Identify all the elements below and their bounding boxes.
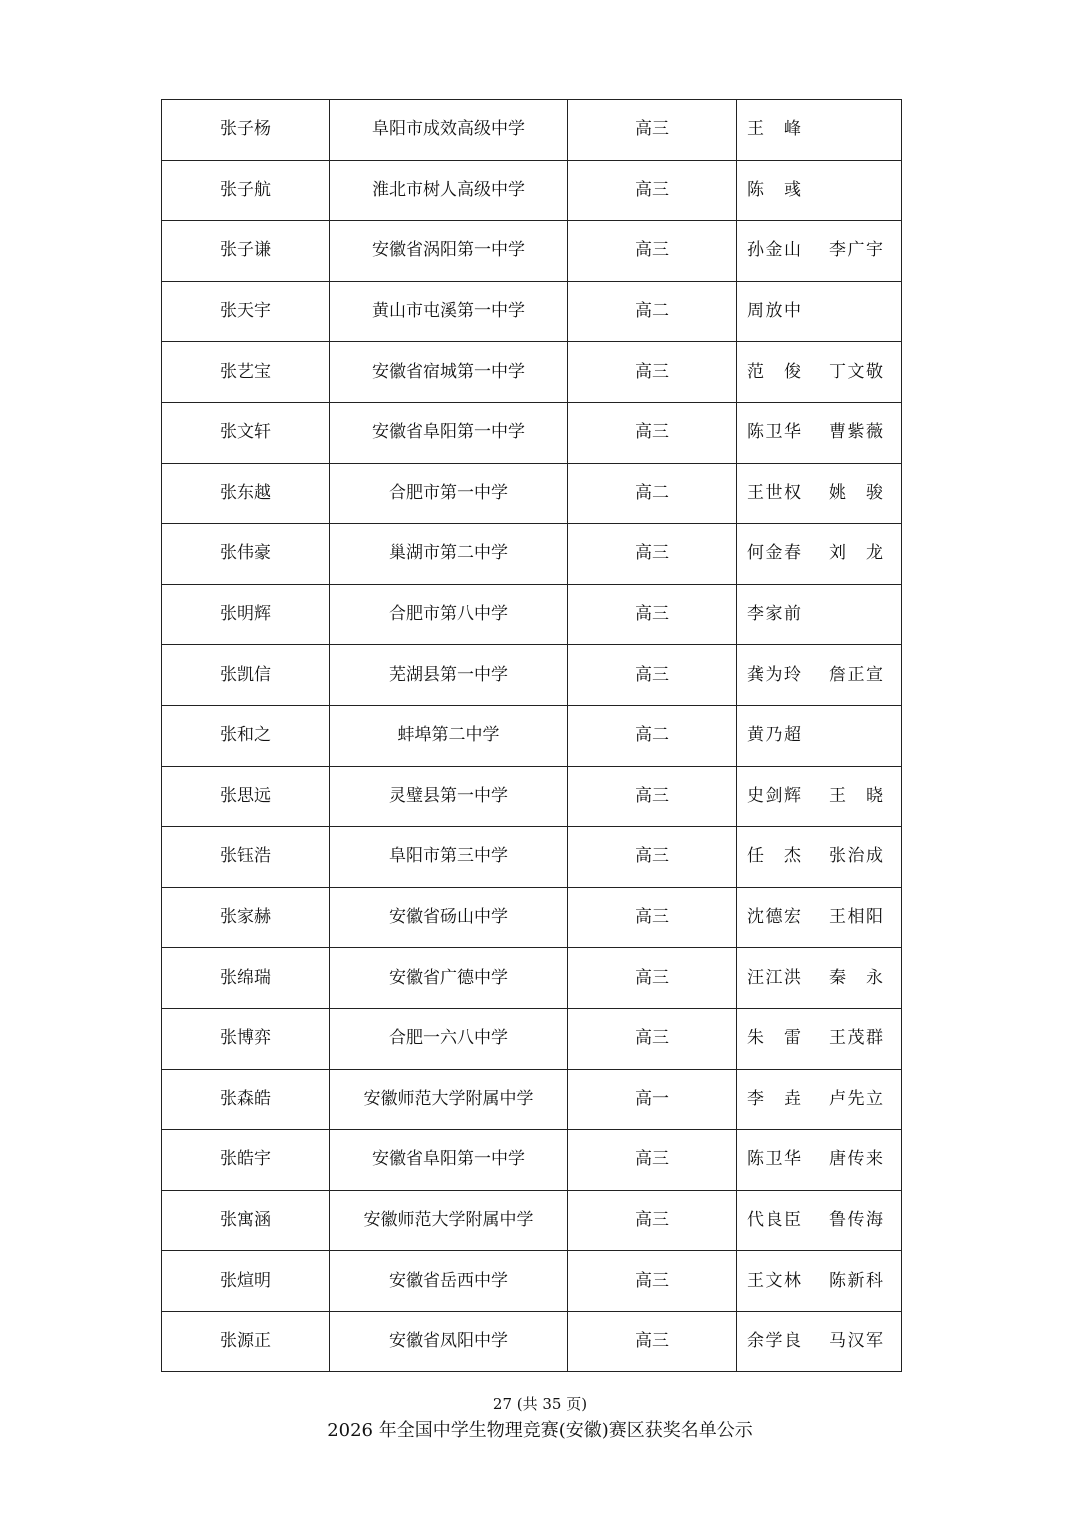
table-row [162, 402, 902, 463]
coach-1: 何金春 [747, 543, 801, 564]
coach-1: 龚为玲 [747, 664, 801, 685]
table-row [162, 1069, 902, 1130]
coach-cell [737, 1069, 902, 1130]
coach-1: 汪江洪 [747, 967, 801, 988]
school-name: 黄山市屯溪第一中学 [330, 281, 568, 342]
coach-1: 王文林 [747, 1270, 801, 1291]
table-row [162, 1251, 902, 1312]
coach-1: 代良臣 [747, 1209, 801, 1230]
student-name: 张家赫 [162, 887, 330, 948]
coach-1: 史剑辉 [747, 785, 801, 806]
student-name: 张思远 [162, 766, 330, 827]
coach-2 [829, 727, 883, 744]
coach-cell [737, 463, 902, 524]
coach-1: 黄乃超 [747, 725, 801, 746]
table-row [162, 887, 902, 948]
coach-2: 秦 永 [829, 967, 883, 988]
coach-2: 李广宇 [829, 240, 883, 261]
table-row [162, 766, 902, 827]
school-name: 安徽师范大学附属中学 [330, 1190, 568, 1251]
table-row [162, 281, 902, 342]
coach-2 [829, 182, 883, 199]
school-name: 合肥市第八中学 [330, 584, 568, 645]
school-name: 蚌埠第二中学 [330, 705, 568, 766]
coach-2 [829, 121, 883, 138]
coach-1: 任 杰 [747, 846, 801, 867]
grade: 高三 [568, 766, 737, 827]
coach-cell [737, 1130, 902, 1191]
coach-2: 曹紫薇 [829, 422, 883, 443]
coach-1: 沈德宏 [747, 907, 801, 928]
grade: 高二 [568, 705, 737, 766]
student-name: 张子谦 [162, 221, 330, 282]
coach-cell [737, 342, 902, 403]
student-name: 张明辉 [162, 584, 330, 645]
table-row [162, 827, 902, 888]
coach-cell [737, 887, 902, 948]
table-row [162, 705, 902, 766]
student-name: 张伟豪 [162, 524, 330, 585]
table-row [162, 1311, 902, 1372]
coach-2: 王茂群 [829, 1028, 883, 1049]
student-name: 张森皓 [162, 1069, 330, 1130]
table-row [162, 463, 902, 524]
grade: 高三 [568, 221, 737, 282]
table-row [162, 1130, 902, 1191]
coach-cell [737, 1008, 902, 1069]
school-name: 安徽省阜阳第一中学 [330, 402, 568, 463]
table-row [162, 645, 902, 706]
school-name: 安徽省砀山中学 [330, 887, 568, 948]
table-row [162, 948, 902, 1009]
table-row [162, 584, 902, 645]
grade: 高二 [568, 281, 737, 342]
student-name: 张绵瑞 [162, 948, 330, 1009]
school-name: 安徽省阜阳第一中学 [330, 1130, 568, 1191]
grade: 高三 [568, 1008, 737, 1069]
student-name: 张和之 [162, 705, 330, 766]
school-name: 阜阳市第三中学 [330, 827, 568, 888]
grade: 高三 [568, 887, 737, 948]
student-name: 张东越 [162, 463, 330, 524]
coach-1: 周放中 [747, 301, 801, 322]
coach-cell [737, 1190, 902, 1251]
coach-2: 丁文敬 [829, 361, 883, 382]
student-name: 张文轩 [162, 402, 330, 463]
school-name: 阜阳市成效高级中学 [330, 100, 568, 161]
school-name: 芜湖县第一中学 [330, 645, 568, 706]
grade: 高三 [568, 1130, 737, 1191]
table-row [162, 100, 902, 161]
coach-2: 马汉军 [829, 1331, 883, 1352]
coach-2 [829, 606, 883, 623]
coach-2: 张治成 [829, 846, 883, 867]
school-name: 安徽师范大学附属中学 [330, 1069, 568, 1130]
coach-cell [737, 645, 902, 706]
coach-cell [737, 100, 902, 161]
coach-2: 王 晓 [829, 785, 883, 806]
table-row [162, 524, 902, 585]
grade: 高三 [568, 645, 737, 706]
grade: 高三 [568, 948, 737, 1009]
coach-1: 李 垚 [747, 1088, 801, 1109]
coach-1: 朱 雷 [747, 1028, 801, 1049]
school-name: 巢湖市第二中学 [330, 524, 568, 585]
coach-2: 刘 龙 [829, 543, 883, 564]
coach-2: 陈新科 [829, 1270, 883, 1291]
student-name: 张寓涵 [162, 1190, 330, 1251]
school-name: 安徽省岳西中学 [330, 1251, 568, 1312]
table-row [162, 342, 902, 403]
grade: 高三 [568, 1311, 737, 1372]
grade: 高二 [568, 463, 737, 524]
student-name: 张子航 [162, 160, 330, 221]
grade: 高三 [568, 402, 737, 463]
student-name: 张钰浩 [162, 827, 330, 888]
coach-2: 詹正宣 [829, 664, 883, 685]
grade: 高三 [568, 342, 737, 403]
school-name: 安徽省宿城第一中学 [330, 342, 568, 403]
grade: 高三 [568, 827, 737, 888]
coach-cell [737, 1251, 902, 1312]
coach-cell [737, 281, 902, 342]
student-name: 张天宇 [162, 281, 330, 342]
coach-2: 王相阳 [829, 907, 883, 928]
student-name: 张凯信 [162, 645, 330, 706]
coach-1: 陈 彧 [747, 179, 801, 200]
student-name: 张源正 [162, 1311, 330, 1372]
award-list-body [162, 100, 902, 1372]
grade: 高三 [568, 1190, 737, 1251]
coach-2: 卢先立 [829, 1088, 883, 1109]
coach-1: 陈卫华 [747, 1149, 801, 1170]
coach-1: 余学良 [747, 1331, 801, 1352]
coach-cell [737, 705, 902, 766]
coach-1: 孙金山 [747, 240, 801, 261]
coach-2: 姚 骏 [829, 482, 883, 503]
coach-cell [737, 160, 902, 221]
student-name: 张博弈 [162, 1008, 330, 1069]
coach-1: 李家前 [747, 604, 801, 625]
grade: 高三 [568, 100, 737, 161]
grade: 高三 [568, 524, 737, 585]
coach-cell [737, 524, 902, 585]
school-name: 灵璧县第一中学 [330, 766, 568, 827]
table-row [162, 1008, 902, 1069]
school-name: 安徽省广德中学 [330, 948, 568, 1009]
coach-cell [737, 948, 902, 1009]
student-name: 张艺宝 [162, 342, 330, 403]
table-row [162, 221, 902, 282]
coach-cell [737, 221, 902, 282]
table-row [162, 160, 902, 221]
document-title: 2026 年全国中学生物理竞赛(安徽)赛区获奖名单公示 [327, 1420, 753, 1441]
grade: 高三 [568, 584, 737, 645]
coach-cell [737, 584, 902, 645]
coach-1: 陈卫华 [747, 422, 801, 443]
coach-2: 鲁传海 [829, 1209, 883, 1230]
coach-1: 王世权 [747, 482, 801, 503]
grade: 高一 [568, 1069, 737, 1130]
school-name: 淮北市树人高级中学 [330, 160, 568, 221]
page-number: 27 (共 35 页) [492, 1395, 588, 1413]
table-row [162, 1190, 902, 1251]
student-name: 张皓宇 [162, 1130, 330, 1191]
grade: 高三 [568, 1251, 737, 1312]
coach-1: 范 俊 [747, 361, 801, 382]
coach-cell [737, 827, 902, 888]
coach-2: 唐传来 [829, 1149, 883, 1170]
coach-1: 王 峰 [747, 119, 801, 140]
school-name: 安徽省涡阳第一中学 [330, 221, 568, 282]
grade: 高三 [568, 160, 737, 221]
coach-cell [737, 766, 902, 827]
school-name: 合肥市第一中学 [330, 463, 568, 524]
coach-cell [737, 402, 902, 463]
school-name: 安徽省凤阳中学 [330, 1311, 568, 1372]
student-name: 张煊明 [162, 1251, 330, 1312]
award-list-table [161, 99, 902, 1372]
coach-2 [829, 303, 883, 320]
school-name: 合肥一六八中学 [330, 1008, 568, 1069]
student-name: 张子杨 [162, 100, 330, 161]
coach-cell [737, 1311, 902, 1372]
